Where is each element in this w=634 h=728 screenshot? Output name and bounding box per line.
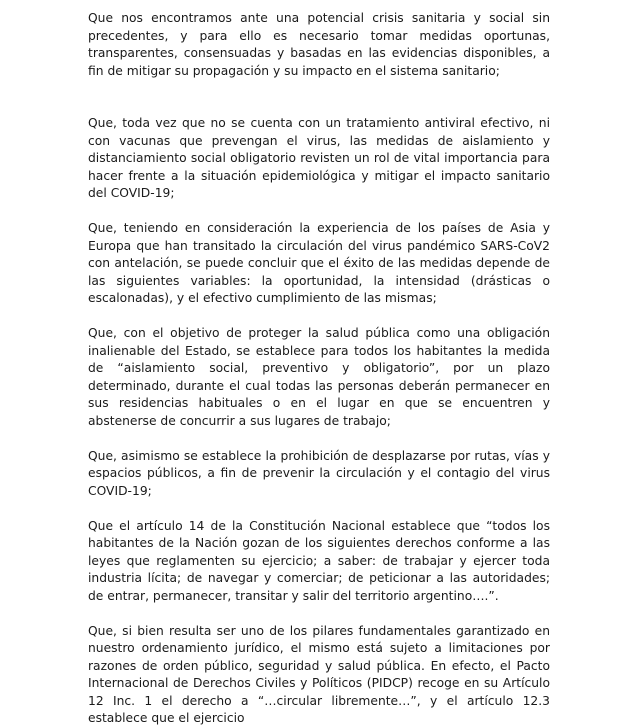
paragraph-6: Que el artículo 14 de la Constitución Nacional establece que “todos los habitantes de la Nación gozan de los siguientes derechos conforme a las leyes que reglamenten su ejercicio; a saber: de trabajar y ejercer toda industria lícita; de navegar y comerciar; de peticionar a las autoridades; de entrar, permanecer, transitar y salir del territorio argentino….”. xyxy=(88,518,550,603)
paragraph-5: Que, asimismo se establece la prohibición de desplazarse por rutas, vías y espacios públicos, a fin de prevenir la circulación y el contagio del virus COVID-19; xyxy=(88,448,550,498)
paragraph-7: Que, si bien resulta ser uno de los pilares fundamentales garantizado en nuestro ordenamiento jurídico, el mismo está sujeto a limitaciones por razones de orden público, seguridad y salud pública. En efecto, el Pacto Internacional de Derechos Civiles y Políticos (PIDCP) recoge en su Artículo 12 Inc. 1 el derecho a “…circular libremente…”, y el artículo 12.3 establece que el ejercicio xyxy=(88,623,550,725)
paragraph-1: Que nos encontramos ante una potencial crisis sanitaria y social sin precedentes, y para ello es necesario tomar medidas oportunas, transparentes, consensuadas y basadas en las evidencias disponibles, a fin de mitigar su propagación y su impacto en el sistema sanitario; xyxy=(88,11,550,78)
document-body xyxy=(88,10,550,728)
paragraph-2: Que, toda vez que no se cuenta con un tratamiento antiviral efectivo, ni con vacunas que prevengan el virus, las medidas de aislamiento y distanciamiento social obligatorio revisten un rol de vital importancia para hacer frente a la situación epidemiológica y mitigar el impacto sanitario del COVID-19; xyxy=(88,116,550,200)
paragraph-3: Que, teniendo en consideración la experiencia de los países de Asia y Europa que han transitado la circulación del virus pandémico SARS-CoV2 con antelación, se puede concluir que el éxito de las medidas depende de las siguientes variables: la oportunidad, la intensidad (drásticas o escalonadas), y el efectivo cumplimiento de las mismas; xyxy=(88,221,550,305)
paragraph-4: Que, con el objetivo de proteger la salud pública como una obligación inalienable del Estado, se establece para todos los habitantes la medida de “aislamiento social, preventivo y obligatorio”, por un plazo determinado, durante el cual todas las personas deberán permanecer en sus residencias habituales o en el lugar en que se encuentren y abstenerse de concurrir a sus lugares de trabajo; xyxy=(88,326,550,428)
